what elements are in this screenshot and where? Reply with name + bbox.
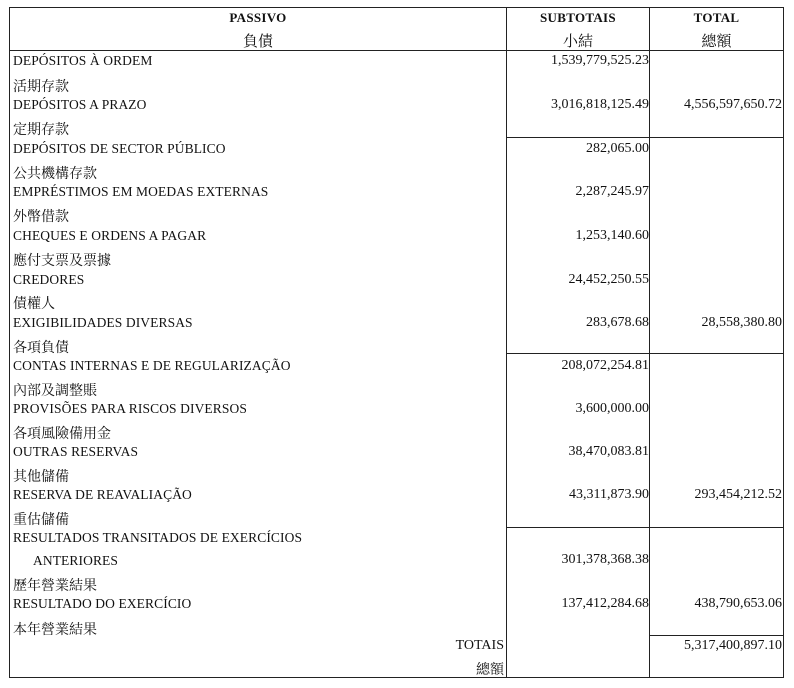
totais-label: TOTAIS: [455, 638, 504, 653]
row-label: CREDORES: [13, 272, 85, 287]
row-label: OUTRAS RESERVAS: [13, 444, 139, 459]
row-label: CONTAS INTERNAS E DE REGULARIZAÇÃO: [13, 358, 291, 373]
row-label-zh: 各項負債: [13, 340, 69, 356]
subtotais-header: SUBTOTAIS: [540, 10, 616, 25]
row-total: 293,454,212.52: [694, 487, 782, 502]
row-subtotal: 43,311,873.90: [569, 487, 649, 502]
row-subtotal: 301,378,368.38: [561, 552, 649, 567]
group-rule: [506, 353, 649, 354]
row-label-zh: 債權人: [13, 296, 55, 312]
row-label: RESERVA DE REAVALIAÇÃO: [13, 487, 192, 502]
group-rule: [506, 137, 649, 138]
row-label-zh: 外幣借款: [13, 209, 69, 225]
row-label-zh: 其他儲備: [13, 469, 69, 485]
row-label-zh: 重估儲備: [13, 512, 69, 528]
total-header: TOTAL: [693, 10, 740, 25]
totais-label-zh: 總額: [476, 662, 504, 678]
group-rule: [649, 527, 784, 528]
row-label-zh: 歷年營業結果: [13, 578, 97, 594]
row-label-zh: 公共機構存款: [13, 166, 97, 182]
row-label-zh: 各項風險備用金: [13, 426, 111, 442]
row-label: EXIGIBILIDADES DIVERSAS: [13, 315, 193, 330]
row-subtotal: 3,600,000.00: [575, 401, 649, 416]
row-label: RESULTADO DO EXERCÍCIO: [13, 596, 192, 611]
row-label-zh: 應付支票及票據: [13, 253, 111, 269]
row-subtotal: 208,072,254.81: [561, 358, 649, 373]
row-total: 438,790,653.06: [694, 596, 782, 611]
row-subtotal: 38,470,083.81: [568, 444, 649, 459]
row-label: CHEQUES E ORDENS A PAGAR: [13, 228, 207, 243]
passivo-header-zh: 負債: [242, 32, 273, 50]
row-subtotal: 1,539,779,525.23: [551, 53, 649, 68]
group-rule: [506, 527, 649, 528]
row-label-continuation: ANTERIORES: [33, 553, 118, 568]
grand-total: 5,317,400,897.10: [684, 638, 782, 653]
group-rule: [649, 137, 784, 138]
row-label: DEPÓSITOS À ORDEM: [13, 53, 153, 68]
subtotais-header-zh: 小結: [562, 32, 593, 50]
row-label: PROVISÕES PARA RISCOS DIVERSOS: [13, 401, 247, 416]
row-label: RESULTADOS TRANSITADOS DE EXERCÍCIOS: [13, 530, 303, 545]
row-subtotal: 282,065.00: [586, 141, 649, 156]
row-subtotal: 1,253,140.60: [575, 228, 649, 243]
row-total: 4,556,597,650.72: [684, 97, 782, 112]
row-subtotal: 2,287,245.97: [575, 184, 649, 199]
row-subtotal: 24,452,250.55: [568, 272, 649, 287]
total-header-zh: 總額: [701, 32, 732, 50]
row-label-zh: 定期存款: [13, 122, 69, 138]
row-label-zh: 內部及調整賬: [13, 383, 97, 399]
row-label-zh: 活期存款: [13, 79, 69, 95]
row-subtotal: 137,412,284.68: [561, 596, 649, 611]
row-subtotal: 3,016,818,125.49: [551, 97, 649, 112]
row-subtotal: 283,678.68: [586, 315, 649, 330]
row-label: EMPRÉSTIMOS EM MOEDAS EXTERNAS: [13, 184, 269, 199]
row-total: 28,558,380.80: [701, 315, 782, 330]
passivo-header: PASSIVO: [229, 10, 287, 25]
row-label-zh: 本年營業結果: [13, 622, 97, 638]
group-rule: [649, 353, 784, 354]
row-label: DEPÓSITOS DE SECTOR PÚBLICO: [13, 141, 226, 156]
totals-rule: [649, 635, 784, 636]
row-label: DEPÓSITOS A PRAZO: [13, 97, 147, 112]
